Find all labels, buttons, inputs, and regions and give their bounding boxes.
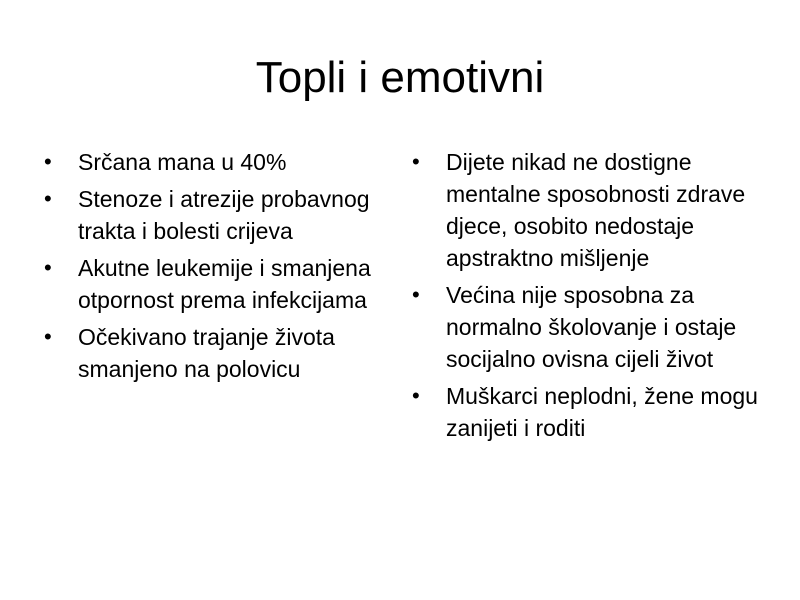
list-item <box>408 279 758 375</box>
bullet-icon: • <box>44 255 52 280</box>
left-bullet-list <box>40 146 390 390</box>
list-item <box>40 183 390 247</box>
bullet-icon: • <box>412 383 420 408</box>
list-item <box>40 321 390 385</box>
bullet-icon: • <box>44 186 52 211</box>
list-item-text: Stenoze i atrezije probavnog trakta i bolesti crijeva <box>78 186 370 244</box>
bullet-icon: • <box>412 149 420 174</box>
list-item-text: Očekivano trajanje života smanjeno na polovicu <box>78 324 335 382</box>
list-item-text: Srčana mana u 40% <box>78 149 287 175</box>
list-item <box>408 146 758 274</box>
slide-title: Topli i emotivni <box>255 53 545 102</box>
bullet-icon: • <box>412 282 420 307</box>
bullet-icon: • <box>44 324 52 349</box>
list-item-text: Većina nije sposobna za normalno školovanje i ostaje socijalno ovisna cijeli život <box>446 282 737 372</box>
bullet-icon: • <box>44 149 52 174</box>
list-item-text: Akutne leukemije i smanjena otpornost prema infekcijama <box>78 255 371 313</box>
list-item-text: Dijete nikad ne dostigne mentalne sposobnosti zdrave djece, osobito nedostaje apstraktno mišljenje <box>446 149 746 271</box>
list-item <box>40 252 390 316</box>
right-bullet-list <box>408 146 758 449</box>
list-item-text: Muškarci neplodni, žene mogu zanijeti i roditi <box>446 383 758 441</box>
list-item <box>40 146 390 178</box>
list-item <box>408 380 758 444</box>
